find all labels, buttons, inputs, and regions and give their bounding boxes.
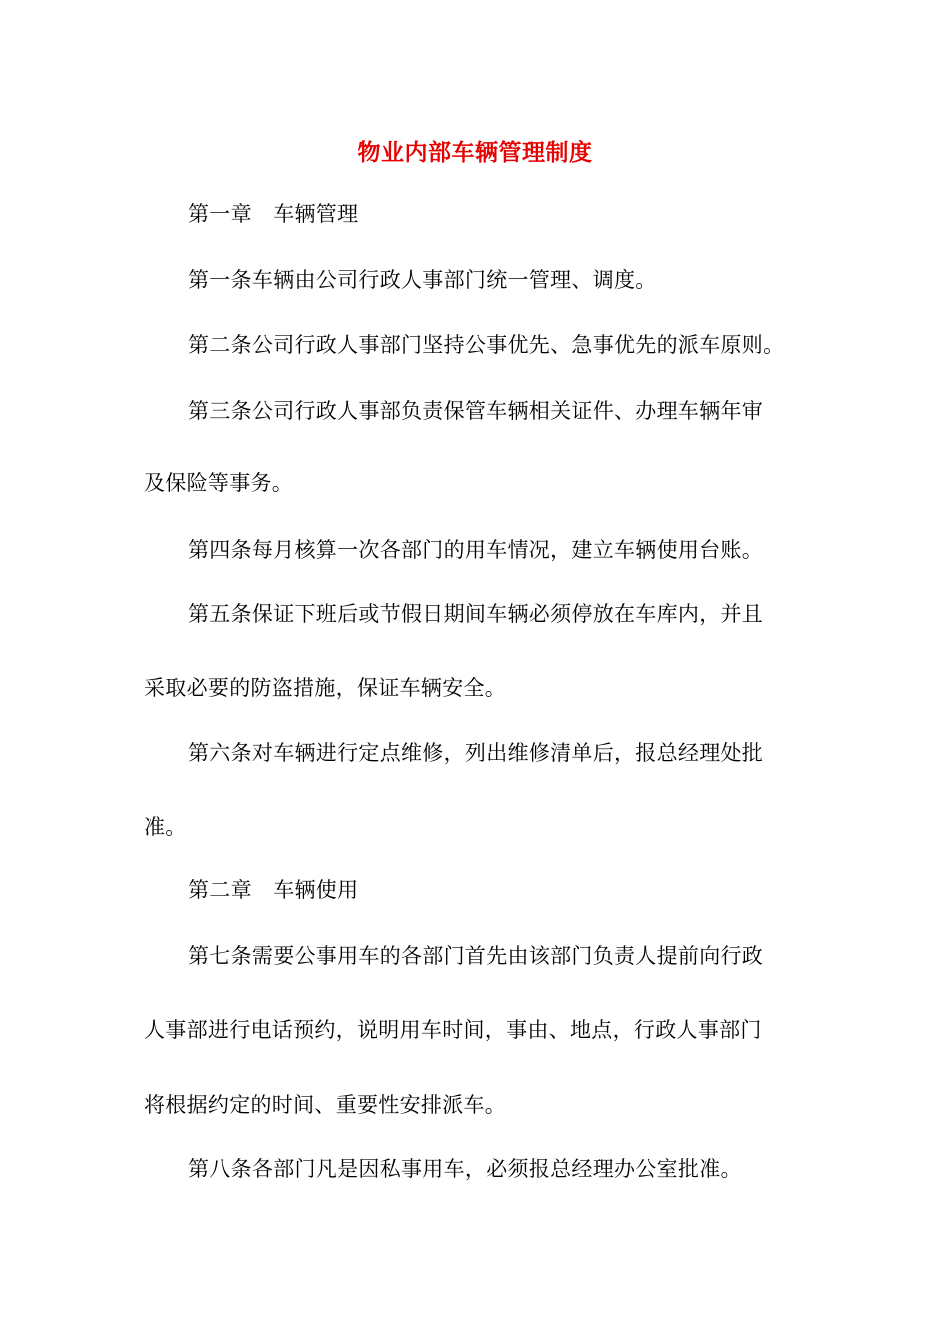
article-2: 第二条公司行政人事部门坚持公事优先、急事优先的派车原则。 <box>188 333 785 357</box>
article-1: 第一条车辆由公司行政人事部门统一管理、调度。 <box>188 268 657 292</box>
article-6-line-1: 第六条对车辆进行定点维修，列出维修清单后，报总经理处批 <box>188 741 764 765</box>
article-8: 第八条各部门凡是因私事用车，必须报总经理办公室批准。 <box>188 1157 742 1181</box>
article-4: 第四条每月核算一次各部门的用车情况，建立车辆使用台账。 <box>188 538 764 562</box>
article-5-line-1: 第五条保证下班后或节假日期间车辆必须停放在车库内，并且 <box>188 602 764 626</box>
article-3-line-1: 第三条公司行政人事部负责保管车辆相关证件、办理车辆年审 <box>188 399 764 423</box>
article-6-line-2: 准。 <box>144 815 187 839</box>
document-title: 物业内部车辆管理制度 <box>357 140 593 166</box>
chapter-1-heading: 第一章 车辆管理 <box>188 202 359 226</box>
article-7-line-1: 第七条需要公事用车的各部门首先由该部门负责人提前向行政 <box>188 944 764 968</box>
article-7-line-3: 将根据约定的时间、重要性安排派车。 <box>144 1093 507 1117</box>
chapter-2-heading: 第二章 车辆使用 <box>188 878 359 902</box>
article-3-line-2: 及保险等事务。 <box>144 471 294 495</box>
article-7-line-2: 人事部进行电话预约，说明用车时间，事由、地点，行政人事部门 <box>144 1018 762 1042</box>
article-5-line-2: 采取必要的防盗措施，保证车辆安全。 <box>144 676 507 700</box>
